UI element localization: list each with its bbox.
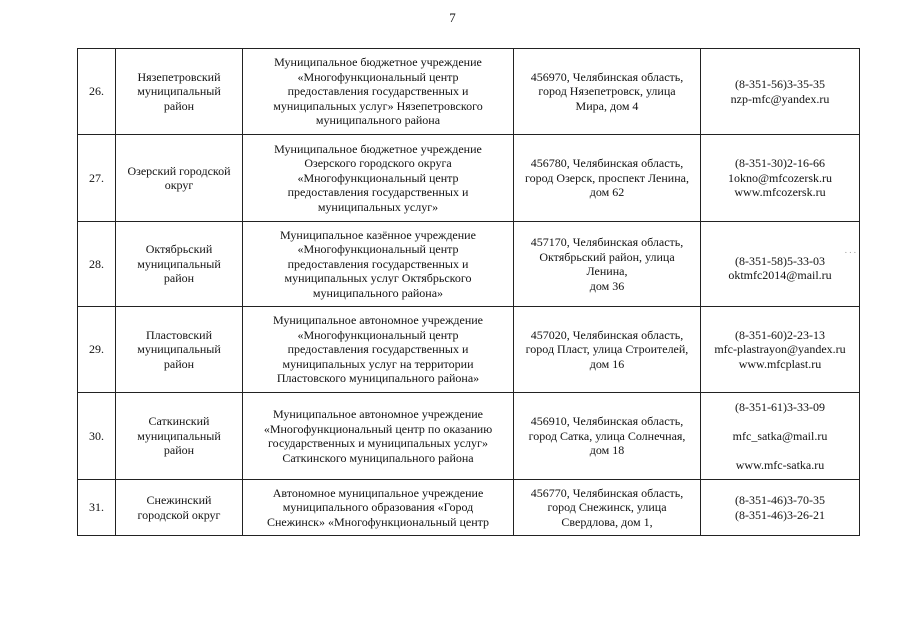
organization-cell	[243, 135, 514, 222]
contacts-cell	[701, 135, 860, 222]
district-cell	[116, 135, 243, 222]
address-line: город Снежинск, улица	[547, 500, 667, 515]
address-line: дом 36	[589, 278, 625, 293]
district-line: район	[163, 271, 195, 286]
contact-line: nzp-mfc@yandex.ru	[730, 91, 830, 106]
organization-line: муниципального образования «Город	[282, 500, 474, 515]
address-cell	[514, 49, 701, 135]
organization-line: Муниципальное автономное учреждение	[273, 407, 483, 421]
contact-line: (8-351-56)3-35-35	[735, 77, 825, 91]
table-row	[78, 393, 860, 480]
address-line: дом 62	[589, 185, 625, 200]
table-row	[78, 307, 860, 393]
district-line: муниципальный	[137, 84, 221, 99]
table-row	[78, 480, 860, 536]
address-cell	[514, 480, 701, 536]
organization-line: муниципального района»	[312, 285, 444, 300]
contacts-cell	[701, 480, 860, 536]
row-number: 31.	[78, 480, 116, 536]
contacts-cell	[701, 49, 860, 135]
contact-line: (8-351-46)3-70-35	[735, 493, 825, 507]
mfc-registry-table	[77, 48, 860, 536]
contact-line: (8-351-61)3-33-09	[735, 399, 825, 414]
contacts-cell	[701, 393, 860, 480]
address-line: 457170, Челябинская область,	[530, 235, 684, 249]
organization-line: муниципальных услуг на территории	[282, 356, 474, 371]
row-number: 26.	[78, 49, 116, 135]
organization-line: Муниципальное бюджетное учреждение	[274, 141, 482, 156]
address-line: Ленина,	[586, 264, 628, 278]
contact-line: oktmfc2014@mail.ru	[728, 268, 832, 282]
district-line: Озерский городской	[127, 163, 231, 178]
organization-line: предоставления государственных и	[287, 256, 469, 271]
contact-line: (8-351-30)2-16-66	[735, 156, 825, 171]
organization-line: «Многофункциональный центр	[297, 242, 459, 257]
address-line: 456770, Челябинская область,	[530, 485, 684, 500]
scan-mark: . . .	[844, 244, 856, 255]
row-number: 30.	[78, 393, 116, 480]
district-cell	[116, 222, 243, 307]
organization-cell	[243, 307, 514, 393]
organization-line: государственных и муниципальных услуг»	[268, 436, 488, 450]
contact-line: www.mfcozersk.ru	[734, 185, 826, 200]
organization-line: предоставления государственных и	[287, 185, 469, 200]
organization-cell	[243, 222, 514, 307]
contacts-cell	[701, 222, 860, 307]
organization-cell	[243, 49, 514, 135]
contact-line: www.mfc-satka.ru	[735, 457, 825, 472]
district-cell	[116, 307, 243, 393]
address-line: дом 16	[589, 356, 625, 371]
district-line: Пластовский	[146, 327, 212, 342]
contact-line: (8-351-60)2-23-13	[735, 327, 825, 342]
organization-line: Озерского городского округа	[304, 156, 452, 171]
district-line: муниципальный	[137, 256, 221, 271]
contact-line	[704, 443, 856, 458]
row-number: 29.	[78, 307, 116, 393]
organization-line: Муниципальное казённое учреждение	[280, 227, 476, 242]
address-line: Мира, дом 4	[575, 98, 639, 113]
organization-line: Муниципальное бюджетное учреждение	[274, 55, 482, 70]
district-line: округ	[164, 178, 194, 192]
organization-line: «Многофункциональный центр	[297, 170, 459, 185]
district-line: муниципальный	[137, 428, 221, 443]
organization-line: Автономное муниципальное учреждение	[272, 485, 484, 500]
district-line: Октябрьский	[145, 242, 213, 257]
table-row	[78, 135, 860, 222]
organization-line: муниципального района	[315, 113, 441, 128]
contact-line: mfc-plastrayon@yandex.ru	[714, 342, 846, 357]
address-line: город Озерск, проспект Ленина,	[525, 170, 689, 185]
address-line: город Нязепетровск, улица	[538, 84, 676, 99]
district-line: городской округ	[137, 507, 221, 522]
table-body	[78, 49, 860, 536]
address-line: Октябрьский район, улица	[539, 249, 675, 264]
contact-line: mfc_satka@mail.ru	[732, 428, 828, 443]
contact-line: 1okno@mfcozersk.ru	[727, 170, 833, 185]
district-cell	[116, 393, 243, 480]
address-line: город Сатка, улица Солнечная,	[528, 428, 686, 443]
contact-line: www.mfcplast.ru	[738, 356, 822, 371]
organization-line: Пластовского муниципального района»	[276, 371, 480, 386]
address-line: 457020, Челябинская область,	[530, 327, 684, 342]
address-cell	[514, 393, 701, 480]
contacts-cell	[701, 307, 860, 393]
organization-line: «Многофункциональный центр	[297, 327, 459, 342]
district-cell	[116, 480, 243, 536]
contact-line	[704, 414, 856, 429]
organization-line: Снежинск» «Многофункциональный центр	[266, 514, 490, 529]
organization-line: «Многофункциональный центр	[297, 69, 459, 84]
address-cell	[514, 135, 701, 222]
table-row	[78, 49, 860, 135]
address-line: 456910, Челябинская область,	[530, 414, 684, 429]
organization-line: «Многофункциональный центр по оказанию	[263, 421, 493, 436]
organization-line: муниципальных услуг» Нязепетровского	[273, 98, 483, 113]
address-line: 456780, Челябинская область,	[530, 156, 684, 171]
organization-line: предоставления государственных и	[287, 342, 469, 357]
organization-line: Муниципальное автономное учреждение	[273, 313, 483, 328]
organization-cell	[243, 393, 514, 480]
district-line: Снежинский	[146, 493, 212, 507]
district-line: район	[163, 98, 195, 113]
address-line: Свердлова, дом 1,	[561, 514, 653, 529]
page-number: 7	[449, 10, 456, 25]
district-line: Нязепетровский	[137, 69, 221, 84]
organization-line: Саткинского муниципального района	[282, 450, 474, 465]
organization-line: муниципальных услуг Октябрьского	[284, 271, 472, 286]
table-row	[78, 222, 860, 307]
organization-cell	[243, 480, 514, 536]
address-line: 456970, Челябинская область,	[530, 69, 684, 84]
row-number: 27.	[78, 135, 116, 222]
district-line: район	[163, 356, 195, 371]
organization-line: муниципальных услуг»	[317, 199, 439, 214]
district-line: муниципальный	[137, 342, 221, 357]
district-cell	[116, 49, 243, 135]
row-number: 28.	[78, 222, 116, 307]
contact-line: (8-351-46)3-26-21	[735, 507, 825, 522]
address-line: город Пласт, улица Строителей,	[525, 342, 689, 357]
organization-line: предоставления государственных и	[287, 84, 469, 99]
address-line: дом 18	[589, 443, 625, 458]
address-cell	[514, 307, 701, 393]
district-line: Саткинский	[148, 414, 210, 429]
address-cell	[514, 222, 701, 307]
district-line: район	[163, 443, 195, 458]
contact-line: (8-351-58)5-33-03	[735, 253, 825, 268]
